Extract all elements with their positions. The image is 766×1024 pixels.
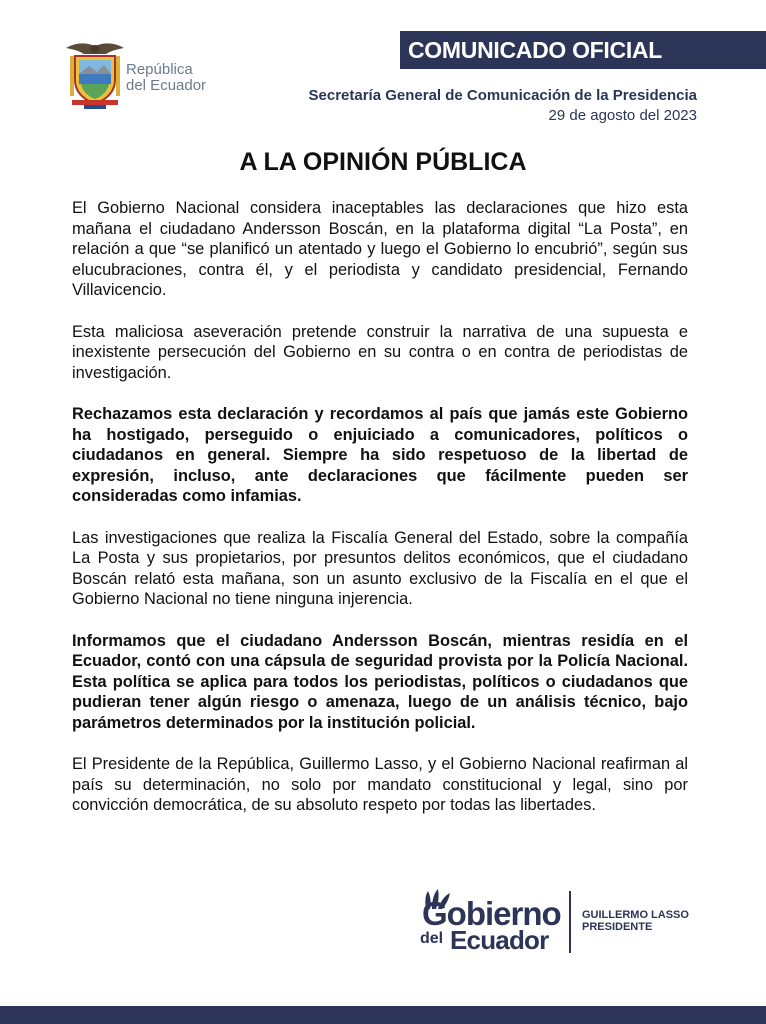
logo-divider <box>569 891 571 953</box>
government-logo <box>416 885 706 965</box>
logo-del: del <box>420 930 444 947</box>
coat-of-arms-icon <box>62 38 128 110</box>
logo-ecuador: Ecuador <box>450 925 549 955</box>
issuing-office: Secretaría General de Comunicación de la Presidencia <box>308 87 697 104</box>
statement-date: 29 de agosto del 2023 <box>548 107 697 124</box>
paragraph-6: El Presidente de la República, Guillermo Lasso, y el Gobierno Nacional reafirman al país su determinación, no solo por mandato constitucional y legal, sino por convicción democrática, de su absoluto respeto por todas las libertades. <box>72 755 688 814</box>
paragraph-4: Las investigaciones que realiza la Fiscalía General del Estado, sobre la compañía La Posta y sus propietarios, por presuntos delitos económicos, que el ciudadano Boscán relató esta mañana, son un asunto exclusivo de la Fiscalía en el que el Gobierno Nacional no tiene ninguna injerencia. <box>72 528 688 608</box>
statement-body <box>72 198 688 837</box>
seal-caption-line1: República <box>126 61 193 78</box>
paragraph-2: Esta maliciosa aseveración pretende construir la narrativa de una supuesta e inexistente persecución del Gobierno en su contra o en contra de periodistas de investigación. <box>72 322 688 382</box>
seal-caption-line2: del Ecuador <box>126 77 207 94</box>
paragraph-1: El Gobierno Nacional considera inaceptables las declaraciones que hizo esta mañana el ciudadano Andersson Boscán, en la plataforma digital “La Posta”, en relación a que “se planificó un atentado y luego el Gobierno lo encubrió”, según sus elucubraciones, contra él, y el periodista y candidato presidencial, Fernando Villavicencio. <box>72 199 688 299</box>
paragraph-3: Rechazamos esta declaración y recordamos al país que jamás este Gobierno ha hostigado, perseguido o enjuiciado a comunicadores, políticos o ciudadanos en general. Siempre ha sido respetuoso de la libertad de expresión, incluso, ante declaraciones que fácilmente pueden ser consideradas como infamias. <box>72 405 688 505</box>
statement-title: A LA OPINIÓN PÚBLICA <box>239 148 527 176</box>
seal-caption <box>126 62 206 94</box>
president-name: GUILLERMO LASSO <box>582 909 689 921</box>
logo-gobierno: Gobierno <box>422 895 561 932</box>
official-statement-banner: COMUNICADO OFICIAL <box>400 31 766 69</box>
president-role: PRESIDENTE <box>582 921 653 933</box>
paragraph-5: Informamos que el ciudadano Andersson Boscán, mientras residía en el Ecuador, contó con una cápsula de seguridad provista por la Policía Nacional. Esta política se aplica para todos los periodistas, políticos o ciudadanos que pudieran tener algún riesgo o amenaza, luego de un análisis técnico, bajo parámetros determinados por la institución policial. <box>72 631 688 732</box>
footer-bar <box>0 1006 766 1024</box>
